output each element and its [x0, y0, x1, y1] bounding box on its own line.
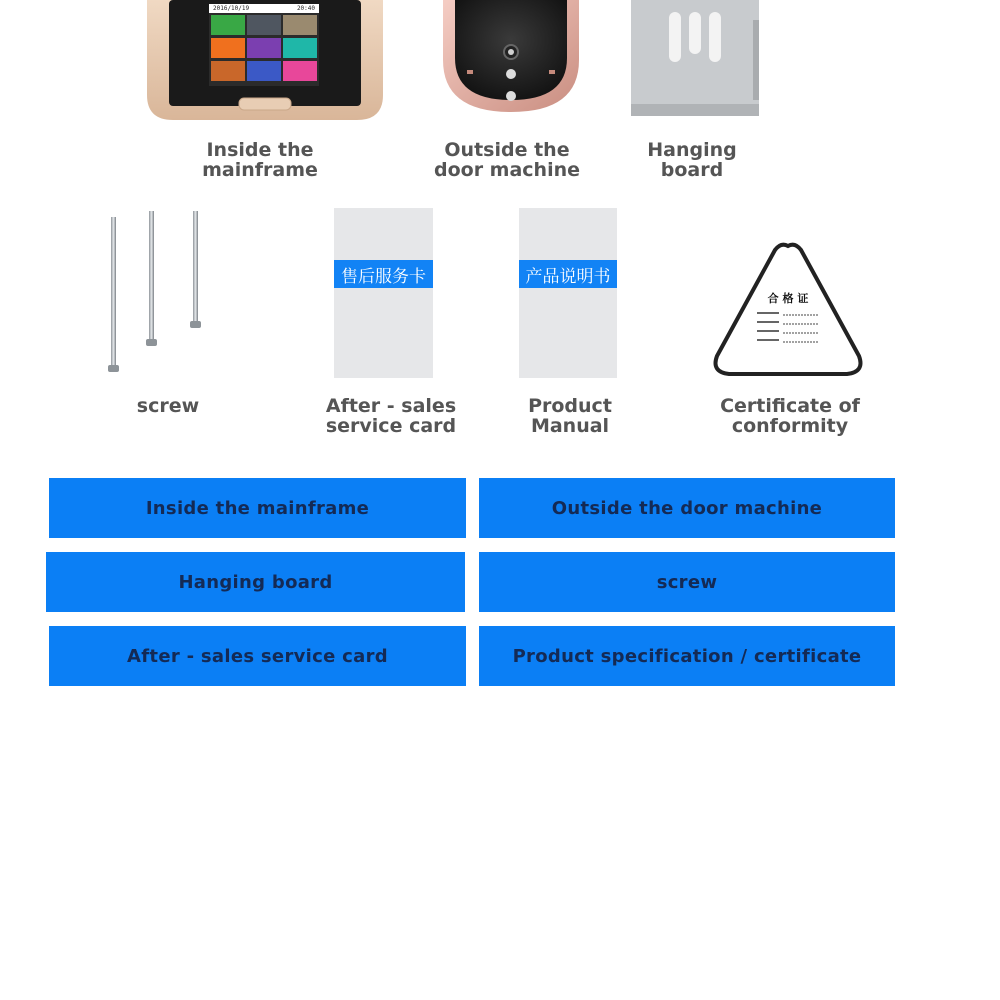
product-manual-image — [519, 208, 617, 378]
list-item-hanging-board: Hanging board — [46, 552, 465, 612]
caption-product-manual: Product Manual — [528, 395, 612, 437]
device-screen — [209, 4, 319, 86]
after-sales-card-image — [334, 208, 433, 378]
mainframe-image — [147, 0, 383, 120]
hanging-plate-icon — [631, 0, 761, 118]
screen-tile — [247, 61, 281, 81]
caption-after-sales-card: After - sales service card — [325, 395, 457, 437]
caption-mainframe: Inside the mainframe — [202, 139, 318, 181]
list-item-door-machine: Outside the door machine — [479, 478, 895, 538]
screw-icon — [100, 205, 210, 380]
screen-tile — [211, 38, 245, 58]
caption-certificate: Certificate of conformity — [720, 395, 860, 437]
screen-tile — [247, 15, 281, 35]
certificate-triangle-icon — [709, 238, 867, 380]
screws-image — [100, 205, 210, 380]
screen-tile — [283, 61, 317, 81]
card-strip-label: 售后服务卡 — [334, 260, 433, 288]
list-item-mainframe: Inside the mainframe — [49, 478, 466, 538]
list-item-screw: screw — [479, 552, 895, 612]
door-camera-icon — [443, 0, 579, 112]
screen-tile — [283, 38, 317, 58]
certificate-image — [709, 238, 867, 380]
manual-strip-label: 产品说明书 — [519, 260, 617, 288]
screen-tile — [211, 15, 245, 35]
screen-tile — [283, 15, 317, 35]
screen-tile — [211, 61, 245, 81]
hanging-board-image — [631, 0, 761, 118]
caption-screw: screw — [136, 395, 200, 417]
certificate-title: 合 格 证 — [767, 292, 809, 305]
screen-time: 20:40 — [296, 5, 315, 12]
screen-date: 2016/10/19 — [213, 5, 250, 12]
caption-hanging-board: Hanging board — [647, 139, 737, 181]
list-item-after-sales-card: After - sales service card — [49, 626, 466, 686]
screen-tile — [247, 38, 281, 58]
list-item-product-spec: Product specification / certificate — [479, 626, 895, 686]
door-camera-image — [443, 0, 579, 112]
caption-door-machine: Outside the door machine — [433, 139, 581, 181]
